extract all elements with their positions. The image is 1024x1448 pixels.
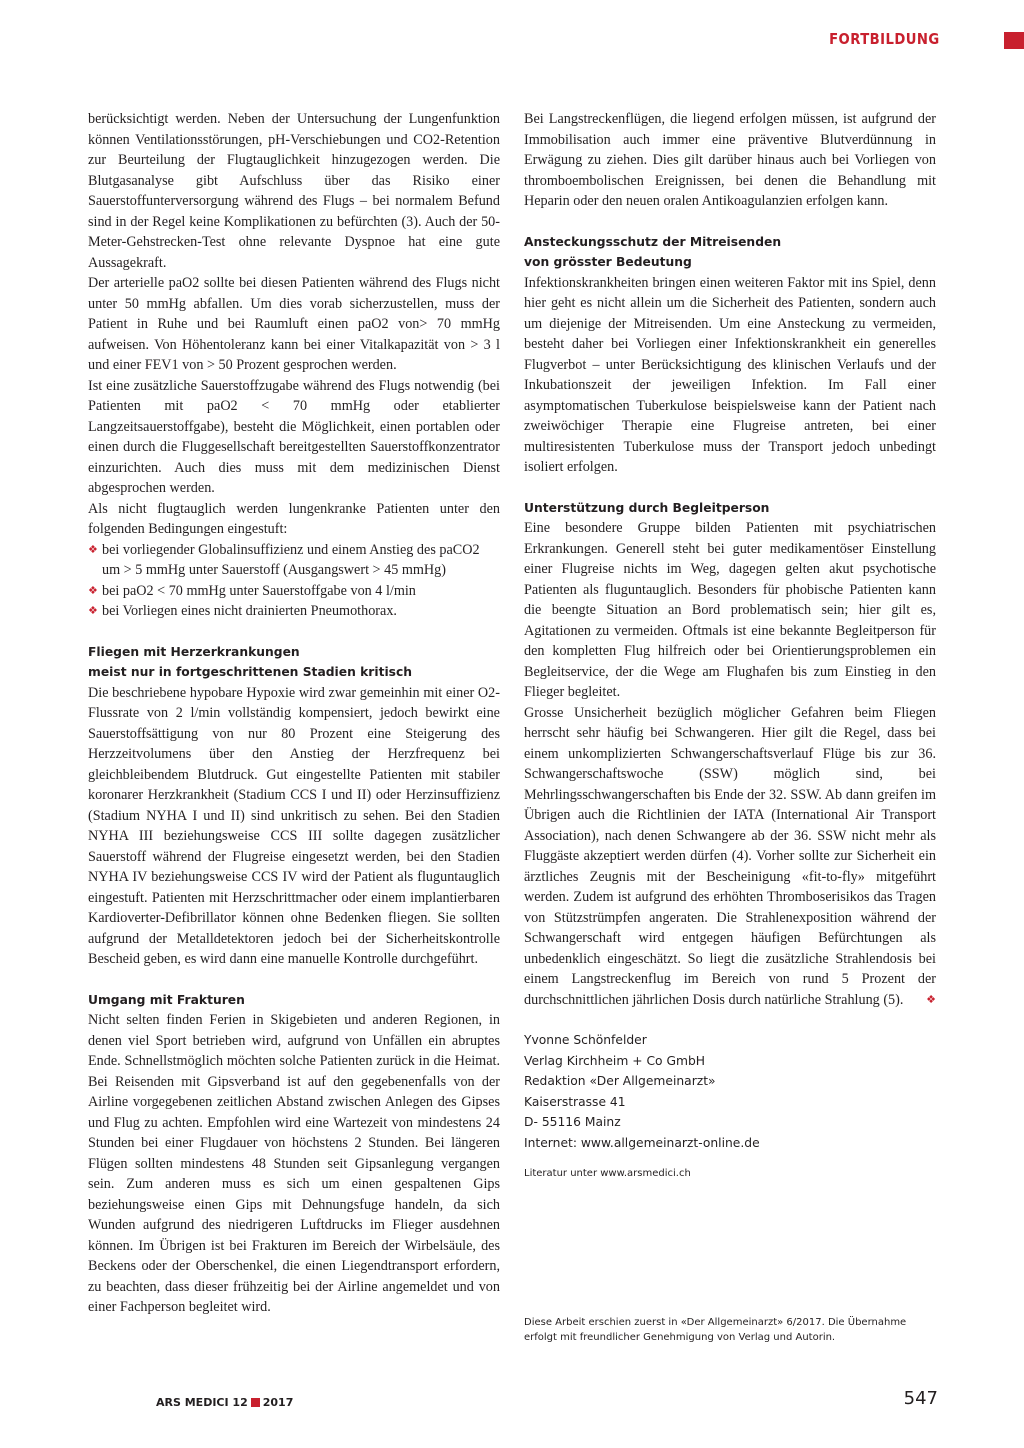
footer-square-icon [251,1398,260,1407]
criteria-list [88,540,500,622]
section-label: FORTBILDUNG [829,30,940,48]
left-column [88,109,500,1318]
diamond-bullet-icon: ❖ [88,605,98,617]
paragraph: Infektionskrankheiten bringen einen weiteren Faktor mit ins Spiel, denn hier geht es nicht allein um die Sicherheit des Patienten, sondern auch um diejenige der Mitreisenden. Um eine Ansteckung zu vermeiden, besteht daher bei Vorliegen einer Infektionskrankheit ein generelles Flugverbot – unter Berücksichtigung des klinischen Verlaufs und der Inkubationszeit der jeweiligen Infektion. Im Fall einer asymptomatischen Tuberkulose beispielsweise kann der Patient nach zweiwöchiger Therapie eine Flugreise antreten, bei einer multiresistenten Tuberkulose muss der Transport jedoch unbedingt isoliert erfolgen. [524,274,936,475]
author-name: Yvonne Schönfelder [524,1033,647,1047]
list-item-text: bei vorliegender Globalinsuffizienz und einem Anstieg des paCO2 um > 5 mmHg unter Sauerstoff (Ausgangswert > 45 mmHg) [102,541,480,578]
section-heading: Fliegen mit Herzerkrankungen meist nur in fortgeschrittenen Stadien kritisch [88,644,413,679]
right-column [524,109,936,1181]
paragraph: Die beschriebene hypobare Hypoxie wird zwar gemeinhin mit einer O2-Flussrate von 2 l/min vollständig kompensiert, jedoch bewirkt eine Sauerstoffsättigung von nur 80 Prozent eine Steigerung des Herzzeitvolumens über den Anstieg der Herzfrequenz bei gleichbleibendem Blutdruck. Gut eingestellte Patienten mit stabiler koronarer Herzkrankheit (Stadium CCS I und II) oder Herzinsuffizienz (Stadium NYHA I und II) sind unkritisch zu sehen. Bei den Stadien NYHA III beziehungsweise CCS III sollte dagegen zusätzlicher Sauerstoff während der Flugreise eingesetzt werden, bei den Stadien NYHA IV beziehungsweise CCS IV wird der Patient als fluguntauglich eingestuft. Patienten mit Herzschrittmacher oder einem implantierbaren Kardioverter-Defibrillator können ohne Bedenken fliegen. Sie sollten aufgrund der Metalldetektoren jedoch bei der Sicherheitskontrolle Bescheid geben, es wird dann eine manuelle Kontrolle durchgeführt. [88,684,500,967]
author-street: Kaiserstrasse 41 [524,1094,626,1109]
section-heading: Unterstützung durch Begleitperson [524,500,770,515]
paragraph: berücksichtigt werden. Neben der Untersuchung der Lungenfunktion können Ventilationsstörungen, pH-Verschiebungen und CO2-Retention zur Beurteilung der Flugtauglichkeit hinzugezogen werden. Die Blutgasanalyse gibt Aufschluss über das Risiko einer Sauerstoffunterversorgung während des Flugs – bei normalem Befund sind in der Regel keine Komplikationen zu befürchten (3). Auch der 50-Meter-Gehstrecken-Test ohne relevante Dyspnoe hat eine gute Aussagekraft. [88,111,500,271]
author-editorial: Redaktion «Der Allgemeinarzt» [524,1074,716,1088]
author-city: D- 55116 Mainz [524,1115,621,1129]
paragraph: Ist eine zusätzliche Sauerstoffzugabe während des Flugs notwendig (bei Patienten mit paO2 < 70 mmHg oder etablierter Langzeitsauerstoffgabe), besteht die Möglichkeit, einen portablen oder einen durch die Fluggesellschaft bereitgestellten Sauerstoffkonzentrator einzurichten. Auch dies muss mit dem medizinischen Dienst abgesprochen werden. [88,377,500,496]
footer-journal: ARS MEDICI 12 2017 [156,1396,294,1409]
paragraph: Grosse Unsicherheit bezüglich möglicher Gefahren beim Fliegen herrscht sehr häufig bei Schwangeren. Hier gilt die Regel, dass bei einem unkomplizierten Schwangerschaftsverlauf Flüge bis zur 36. Schwangerschaftswoche (SSW) möglich sind, bei Mehrlingsschwangerschaften bis Ende der 32. SSW. Ab dann greifen im Übrigen auch die Richtlinien der IATA (International Air Transport Association), nach denen Schwangere ab der 36. SSW nicht mehr als Fluggäste akzeptiert werden dürfen (4). Vorher sollte zur Sicherheit ein ärztliches Zeugnis mit der Bescheinigung «fit-to-fly» mitgeführt werden. Zudem ist aufgrund des erhöhten Thromboserisikos das Tragen von Stützstrümpfen angeraten. Die Strahlenexposition während der Schwangerschaft wird entgegen häufigen Befürchtungen als unbedenklich eingeschätzt. So liegt die zusätzliche Strahlendosis bei einem Langstreckenflug im Bereich von rund 5 Prozent der durchschnittlichen jährlichen Dosis durch natürliche Strahlung (5). ❖ [524,703,936,1011]
section-heading: Umgang mit Frakturen [88,992,245,1007]
diamond-bullet-icon: ❖ [88,543,98,556]
author-internet: Internet: www.allgemeinarzt-online.de [524,1135,760,1150]
paragraph: Als nicht flugtauglich werden lungenkranke Patienten unter den folgenden Bedingungen eingestuft: [88,500,500,537]
paragraph: Der arterielle paO2 sollte bei diesen Patienten während des Flugs nicht unter 50 mmHg abfallen. Um dies vorab sicherzustellen, muss der Patient in Ruhe und bei Raumluft einen paO2 von> 70 mmHg aufweisen. Von Höhentoleranz kann bei einer Vitalkapazität von > 3 l und einer FEV1 von > 50 Prozent gesprochen werden. [88,275,500,373]
paragraph: Nicht selten finden Ferien in Skigebieten und anderen Regionen, in denen viel Sport betrieben wird, aufgrund von Unfällen ein abruptes Ende. Schnellstmöglich möchten solche Patienten zurück in die Heimat. Bei Reisenden mit Gipsverband ist auf den gegebenenfalls von der Airline vorgegebenen zeitlichen Abstand zwischen Anlegen des Gipses und Flug zu achten. Empfohlen wird eine Wartezeit von mindestens 24 Stunden bei einer Flugdauer von höchstens 2 Stunden. Bei längeren Flügen sollten mindestens 48 Stunden seit Gipsanlegung vergangen sein. Zum anderen muss es sich um einen gespaltenen Gips beziehungsweise einen Gips mit Dehnungsfuge handeln, da sich Wunden aufgrund des niedrigeren Luftdrucks im Flieger ausdehnen können. Im Übrigen ist bei Frakturen im Bereich der Wirbelsäule, des Beckens oder der Oberschenkel, die einen Liegendtransport erfordern, zu beachten, dass dieser frühzeitig bei der Airline angemeldet und von einer Fachperson begleitet wird. [88,1012,500,1315]
page-number: 547 [903,1388,938,1409]
diamond-bullet-icon: ❖ [88,584,98,597]
footnote: Diese Arbeit erschien zuerst in «Der Allgemeinarzt» 6/2017. Die Übernahme erfolgt mit freundlicher Genehmigung von Verlag und Autorin. [524,1317,907,1343]
corner-marker [1004,32,1024,49]
list-item [88,601,500,622]
section-heading: Ansteckungsschutz der Mitreisenden von grösster Bedeutung [524,234,782,269]
literature-note: Literatur unter www.arsmedici.ch [524,1168,691,1179]
list-item-text: bei paO2 < 70 mmHg unter Sauerstoffgabe von 4 l/min [102,582,416,599]
author-publisher: Verlag Kirchheim + Co GmbH [524,1053,706,1068]
list-item [88,540,500,581]
end-of-article-icon: ❖ [926,993,936,1006]
paragraph: Eine besondere Gruppe bilden Patienten mit psychiatrischen Erkrankungen. Generell steht bei guter medikamentöser Einstellung einer Flugreise nichts im Weg, dagegen gelten akut psychotische Patienten als fluguntauglich. Besonders für phobische Patienten kann die beengte Situation an Bord problematisch sein; hier gilt es, Agitationen zu vermeiden. Oftmals ist eine bekannte Begleitperson für den kompletten Flug hilfreich oder bei Orientierungsproblemen ein Begleitservice, der die Wege am Flughafen bis zum Einstieg in den Flieger begleitet. [524,520,936,700]
list-item-text: bei Vorliegen eines nicht drainierten Pneumothorax. [102,603,397,619]
paragraph: Bei Langstreckenflügen, die liegend erfolgen müssen, ist aufgrund der Immobilisation auch immer eine präventive Blutverdünnung in Erwägung zu ziehen. Dies gilt darüber hinaus auch bei Vorliegen von thromboembolischen Ereignissen, bei denen die Behandlung mit Heparin oder den neuen oralen Antikoagulanzien erfolgen kann. [524,111,936,209]
list-item [88,581,500,602]
author-block [524,1030,936,1153]
